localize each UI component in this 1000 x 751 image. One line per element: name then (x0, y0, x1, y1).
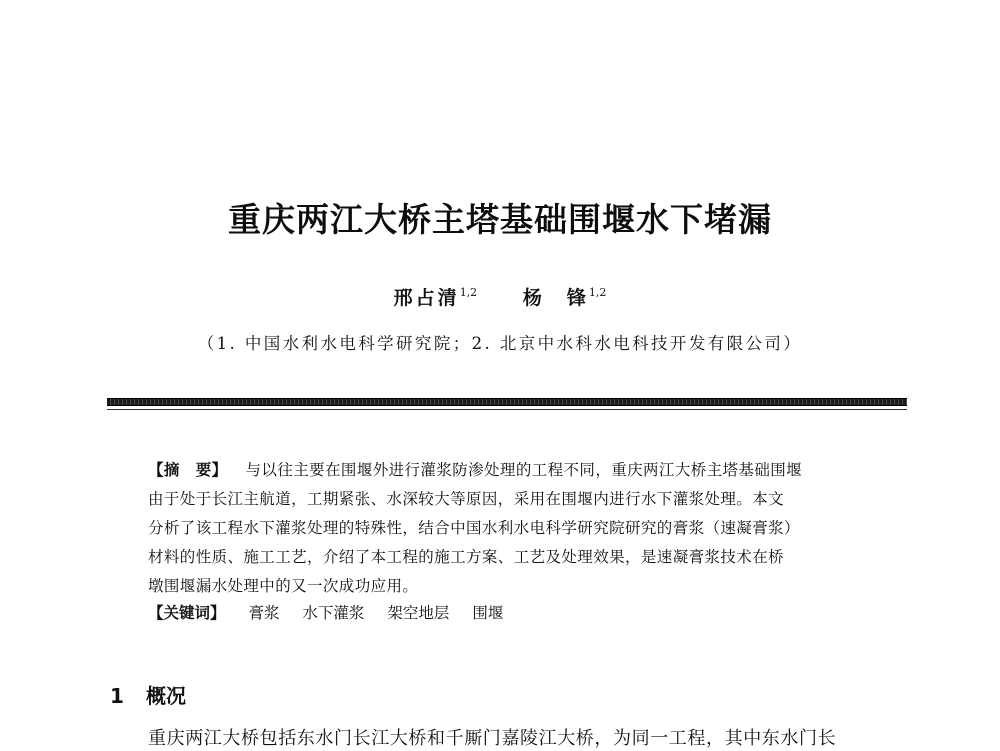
author-1-name: 邢占清 (393, 287, 460, 309)
author-2 (523, 283, 607, 310)
author-1 (394, 283, 478, 310)
keyword-3: 架空地层 (387, 604, 450, 622)
abstract-line-3: 分析了该工程水下灌浆处理的特殊性，结合中国水利水电科学研究院研究的膏浆（速凝膏浆） (148, 519, 800, 537)
keyword-1: 膏浆 (248, 604, 280, 622)
author-1-affiliation-mark: 1,2 (459, 286, 478, 299)
keywords-label: 【关键词】 (148, 604, 226, 622)
paper-title: 重庆两江大桥主塔基础围堰水下堵漏 (228, 200, 772, 239)
section-heading (110, 680, 186, 709)
abstract-text-1: 与以往主要在围堰外进行灌浆防渗处理的工程不同，重庆两江大桥主塔基础围堰 (245, 461, 803, 479)
keyword-2: 水下灌浆 (302, 604, 365, 622)
section-number: 1 (110, 684, 124, 708)
keyword-4: 围堰 (472, 604, 504, 622)
author-2-name: 杨 锋 (522, 287, 589, 309)
abstract-line-2: 由于处于长江主航道，工期紧张、水深较大等原因，采用在围堰内进行水下灌浆处理。本文 (148, 490, 785, 508)
abstract-line-4: 材料的性质、施工工艺，介绍了本工程的施工方案、工艺及处理效果，是速凝膏浆技术在桥 (148, 548, 785, 566)
author-2-affiliation-mark: 1,2 (588, 286, 607, 299)
abstract-label: 【摘 要】 (148, 461, 228, 479)
author-line (0, 283, 1000, 310)
header-divider-thick (107, 398, 907, 406)
affiliation-line: （1. 中国水利水电科学研究院；2. 北京中水科水电科技开发有限公司） (197, 334, 803, 353)
header-divider-thin (107, 409, 907, 410)
body-paragraph: 重庆两江大桥包括东水门长江大桥和千厮门嘉陵江大桥，为同一工程，其中东水门长 (148, 728, 837, 749)
abstract-line-1 (148, 456, 868, 485)
section-title: 概况 (146, 684, 186, 708)
abstract-block (148, 456, 868, 601)
keywords-block (148, 601, 868, 623)
abstract-line-5: 墩围堰漏水处理中的又一次成功应用。 (148, 577, 419, 595)
